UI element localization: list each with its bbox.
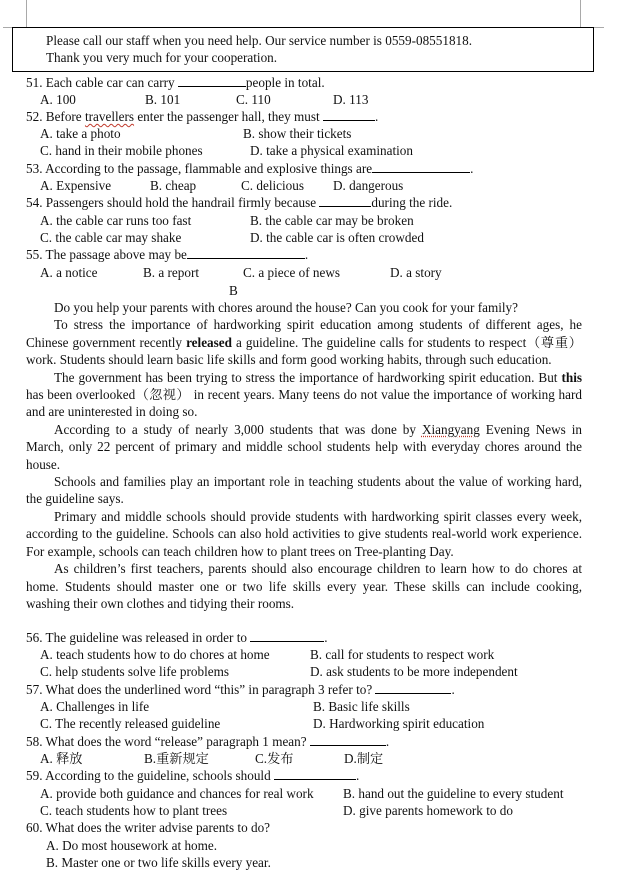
- option-58-d: D.制定: [344, 751, 384, 766]
- answer-blank: [178, 75, 246, 87]
- option-53-d: D. dangerous: [333, 178, 404, 193]
- question-number: 59.: [26, 768, 43, 783]
- option-57-a: A. Challenges in life: [40, 699, 150, 714]
- question-stem: Passengers should hold the handrail firmly because: [45, 195, 320, 210]
- question-60: [26, 819, 270, 836]
- option-54-d: D. the cable car is often crowded: [250, 230, 424, 245]
- notice-line-2: Thank you very much for your cooperation.: [46, 50, 278, 65]
- bold-word-released: released: [186, 334, 232, 350]
- option-57-d: D. Hardworking spirit education: [313, 716, 485, 731]
- question-stem: Each cable car can carry: [45, 75, 178, 90]
- option-59-d: D. give parents homework to do: [343, 803, 513, 818]
- passage-text: a guideline. The guideline calls for students to respect（尊重） work. Students should learn basic life skills and form good working habits, through such education.: [26, 334, 582, 368]
- question-stem: What does the underlined word “this” in paragraph 3 refer to?: [45, 682, 376, 697]
- question-stem: According to the guideline, schools should: [45, 768, 274, 783]
- answer-blank: [310, 734, 386, 746]
- question-number: 56.: [26, 630, 43, 645]
- passage-paragraph-4: [26, 421, 582, 473]
- option-59-a: A. provide both guidance and chances for real work: [40, 786, 314, 801]
- option-56-c: C. help students solve life problems: [40, 664, 229, 679]
- answer-blank: [187, 247, 305, 259]
- question-stem-end: people in total.: [245, 75, 325, 90]
- option-54-c: C. the cable car may shake: [40, 230, 182, 245]
- option-56-d: D. ask students to be more independent: [310, 664, 518, 679]
- option-57-c: C. The recently released guideline: [40, 716, 221, 731]
- option-52-a: A. take a photo: [40, 126, 121, 141]
- crop-mark-top-right-vertical: [580, 0, 581, 27]
- question-52: [26, 108, 378, 125]
- answer-blank: [375, 682, 451, 694]
- option-51-c: C. 110: [236, 92, 271, 107]
- question-stem: The guideline was released in order to: [45, 630, 251, 645]
- option-58-a: A. 释放: [40, 751, 83, 766]
- answer-blank: [372, 161, 470, 173]
- question-55: [26, 246, 308, 263]
- bold-word-this: this: [561, 369, 582, 385]
- option-54-a: A. the cable car runs too fast: [40, 213, 192, 228]
- option-52-d: D. take a physical examination: [250, 143, 413, 158]
- option-51-b: B. 101: [145, 92, 181, 107]
- question-stem: The passage above may be: [45, 247, 187, 262]
- passage-paragraph-5: Schools and families play an important role in teaching students about the value of working hard, the guideline says.: [26, 474, 582, 507]
- passage-text: has been overlooked（忽视） in recent years. Many teens do not value the importance of working hard and are uninterested in doing so.: [26, 387, 582, 420]
- passage-paragraph-1: Do you help your parents with chores around the house? Can you cook for your family?: [54, 300, 519, 315]
- question-54: [26, 194, 452, 211]
- question-stem-end: .: [385, 734, 390, 749]
- question-stem: According to the passage, flammable and explosive things are: [45, 161, 373, 176]
- question-stem-middle: enter the passenger hall, they must: [134, 109, 323, 124]
- question-stem-end: .: [451, 682, 455, 697]
- option-51-a: A. 100: [40, 92, 76, 107]
- question-stem-end: .: [304, 247, 309, 262]
- question-57: [26, 681, 455, 698]
- reading-passage: [26, 299, 582, 612]
- option-60-a: A. Do most housework at home.: [46, 838, 218, 853]
- option-55-d: D. a story: [390, 265, 442, 280]
- question-stem-end: .: [355, 768, 360, 783]
- question-stem: What does the word “release” paragraph 1 mean?: [45, 734, 310, 749]
- answer-blank: [274, 768, 356, 780]
- question-number: 58.: [26, 734, 43, 749]
- option-55-b: B. a report: [143, 265, 200, 280]
- question-56: [26, 629, 328, 646]
- option-55-a: A. a notice: [40, 265, 98, 280]
- question-number: 53.: [26, 161, 43, 176]
- passage-text: Evening News in March, only 22 percent of primary and middle school students help with everyday chores around the house.: [26, 421, 582, 472]
- option-52-b: B. show their tickets: [243, 126, 352, 141]
- option-53-a: A. Expensive: [40, 178, 112, 193]
- crop-mark-top-left-vertical: [26, 0, 27, 27]
- question-51: [26, 74, 325, 91]
- passage-paragraph-6: Primary and middle schools should provide students with hardworking spirit classes every week, according to the guideline. Schools can also hold activities to give students real-world work experience. For example, schools can teach children how to plant trees on Tree-planting Day.: [26, 508, 582, 559]
- section-b-heading: B: [229, 283, 238, 298]
- option-59-c: C. teach students how to plant trees: [40, 803, 228, 818]
- option-54-b: B. the cable car may be broken: [250, 213, 414, 228]
- option-59-b: B. hand out the guideline to every student: [343, 786, 564, 801]
- question-number: 52.: [26, 109, 43, 124]
- option-51-d: D. 113: [333, 92, 369, 107]
- question-stem-end: during the ride.: [371, 195, 453, 210]
- question-stem-end: .: [324, 630, 328, 645]
- question-number: 55.: [26, 247, 43, 262]
- option-60-b: B. Master one or two life skills every year.: [46, 855, 271, 870]
- question-58: [26, 733, 389, 750]
- option-53-b: B. cheap: [150, 178, 197, 193]
- question-stem: What does the writer advise parents to do?: [45, 820, 271, 835]
- option-55-c: C. a piece of news: [243, 265, 341, 280]
- answer-blank: [319, 195, 371, 207]
- notice-line-1: Please call our staff when you need help. Our service number is 0559-08551818.: [46, 33, 473, 48]
- passage-paragraph-3: [26, 369, 582, 421]
- question-stem: Before: [45, 109, 85, 124]
- option-56-a: A. teach students how to do chores at home: [40, 647, 270, 662]
- passage-text: The government has been trying to stress the importance of hardworking spirit education. But: [54, 369, 562, 385]
- question-number: 54.: [26, 195, 43, 210]
- passage-text: To stress the importance of hardworking spirit education among students of different ages, he Chinese government recently: [26, 317, 582, 350]
- question-53: [26, 160, 473, 177]
- option-58-b: B.重新规定: [144, 751, 209, 766]
- option-52-c: C. hand in their mobile phones: [40, 143, 203, 158]
- question-number: 51.: [26, 75, 43, 90]
- notice-box: [12, 27, 594, 72]
- passage-paragraph-2: [26, 316, 582, 368]
- question-stem-end: .: [375, 109, 379, 124]
- question-number: 57.: [26, 682, 43, 697]
- question-stem-end: .: [470, 161, 474, 176]
- option-58-c: C.发布: [255, 751, 294, 766]
- spellcheck-word: Xiangyang: [421, 421, 480, 437]
- passage-paragraph-7: As children’s first teachers, parents should also encourage children to learn how to do chores at home. Students should master one or two life skills every year. These skills can include cooking, washing their own clothes and tidying their rooms.: [26, 561, 582, 611]
- question-59: [26, 767, 359, 784]
- option-53-c: C. delicious: [241, 178, 305, 193]
- answer-blank: [323, 109, 375, 121]
- question-number: 60.: [26, 820, 43, 835]
- option-57-b: B. Basic life skills: [313, 699, 410, 714]
- option-56-b: B. call for students to respect work: [310, 647, 495, 662]
- passage-text: According to a study of nearly 3,000 students that was done by: [54, 421, 422, 437]
- spellcheck-word: travellers: [84, 109, 135, 124]
- answer-blank: [250, 630, 324, 642]
